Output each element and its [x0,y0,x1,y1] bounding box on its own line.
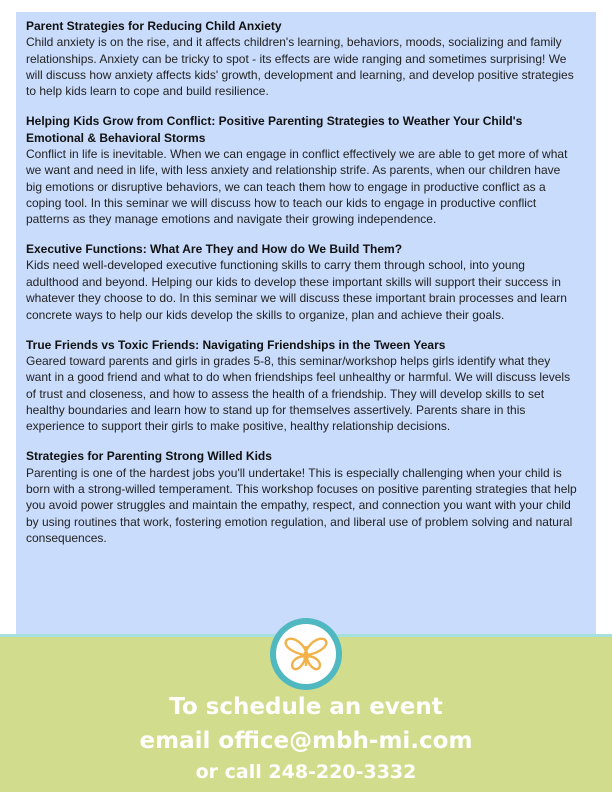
seminar-description: Geared toward parents and girls in grades 5-8, this seminar/workshop helps girls identify what they want in a good friend and what to do when friendships feel unhealthy or harmful. We will discuss levels of trust and closeness, and how to assess the health of a friendship. They will develop skills to set healthy boundaries and learn how to stand up for themselves assertively. Parents share in this experience to support their girls to make positive, healthy relationship decisions. [26,353,571,434]
seminar-section [26,18,578,100]
seminar-description: Parenting is one of the hardest jobs you'll undertake! This is especially challenging when your child is born with a strong-willed temperament. This workshop focuses on positive parenting strategies that help you avoid power struggles and maintain the empathy, respect, and connection you want with your child by using routines that work, fostering emotion regulation, and liberal use of problem solving and natural consequences. [26,465,577,546]
seminar-description: Kids need well-developed executive functioning skills to carry them through school, into young adulthood and beyond. Helping our kids to develop these important skills will support their success in whatever they choose to do. In this seminar we will discuss these important brain processes and learn concrete ways to help our kids develop the skills to organize, plan and achieve their goals. [26,258,567,322]
seminar-section [26,337,578,435]
seminar-title: Helping Kids Grow from Conflict: Positive Parenting Strategies to Weather Your Child's Emotional & Behavioral Storms [26,114,523,145]
seminar-title: True Friends vs Toxic Friends: Navigating Friendships in the Tween Years [26,337,446,352]
butterfly-icon [276,624,336,684]
seminar-title: Strategies for Parenting Strong Willed Kids [26,449,272,464]
seminar-description: Child anxiety is on the rise, and it affects children's learning, behaviors, moods, socializing and family relationships. Anxiety can be tricky to spot - its effects are wide ranging and sometimes surprising! We will discuss how anxiety affects kids' growth, development and learning, and develop positive strategies to help kids learn to cope and build resilience. [26,35,574,99]
cta-heading: To schedule an event [169,694,443,720]
seminar-section [26,448,578,546]
seminar-section [26,113,578,227]
seminar-title: Executive Functions: What Are They and How do We Build Them? [26,242,403,257]
seminar-list [26,18,578,560]
cta-phone[interactable]: or call 248-220-3332 [195,761,417,783]
cta-email[interactable]: email office@mbh-mi.com [139,728,473,754]
seminar-title: Parent Strategies for Reducing Child Anxiety [26,19,282,33]
seminar-section [26,241,578,323]
logo-badge [270,618,342,690]
seminar-description: Conflict in life is inevitable. When we can engage in conflict effectively we are able to get more of what we want and need in life, with less anxiety and relationship strife. As parents, when our children have big emotions or disruptive behaviors, we can teach them how to engage in productive conflict as a coping tool. In this seminar we will discuss how to teach our kids to engage in productive conflict patterns as they manage emotions and navigate their growing independence. [26,146,568,227]
